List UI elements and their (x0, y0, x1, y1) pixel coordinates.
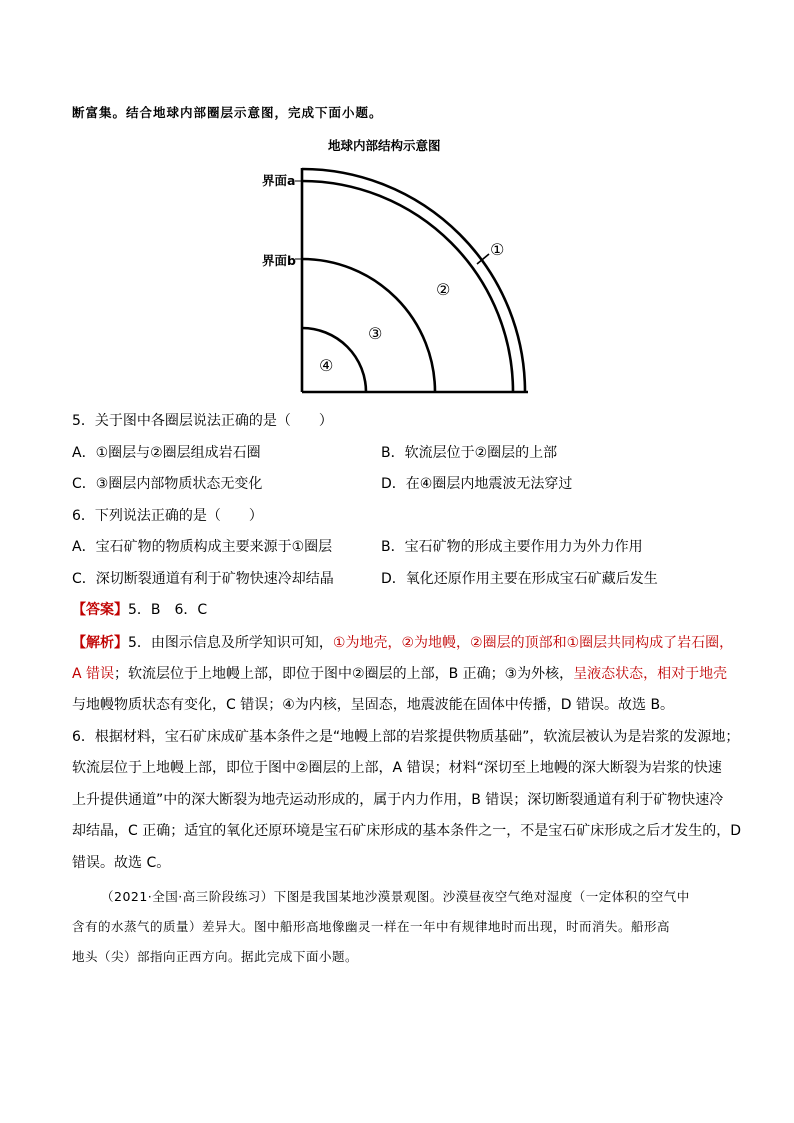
q6-option-c: C．深切断裂通道有利于矿物快速冷却结晶 (72, 571, 334, 587)
answer-line (72, 599, 207, 619)
next-material-line-3: 地头（尖）部指向正西方向。据此完成下面小题。 (72, 949, 359, 964)
answer-tag: 【答案】 (72, 602, 128, 618)
interface-a-arc (302, 181, 513, 392)
analysis-line-1 (72, 632, 733, 652)
layer-2-marker: ② (436, 280, 451, 299)
crust-outer-arc (302, 169, 525, 392)
answer-text: 5．B 6．C (128, 602, 208, 618)
next-material-line-2: 含有的水蒸气的质量）差异大。图中船形高地像幽灵一样在一年中有规律地时而出现，时而消失。船形高 (72, 919, 671, 934)
analysis-line-4: 6．根据材料，宝石矿床成矿基本条件之是“地幔上部的岩浆提供物质基础”，软流层被认为是岩浆的发源地； (72, 729, 740, 745)
interface-a-label: 界面a (262, 173, 296, 188)
analysis-line-8: 错误。故选 C。 (72, 855, 171, 871)
intro-text: 断富集。结合地球内部圈层示意图，完成下面小题。 (72, 105, 383, 120)
q5-option-b: B．软流层位于②圈层的上部 (381, 445, 558, 461)
layer-4-marker: ④ (319, 356, 334, 375)
layer-1-marker: ① (490, 240, 505, 259)
q6-option-d: D．氧化还原作用主要在形成宝石矿藏后发生 (381, 571, 658, 587)
layer-3-marker: ③ (368, 324, 383, 343)
q5-option-a: A．①圈层与②圈层组成岩石圈 (72, 445, 261, 461)
layer-1-leader-line (477, 254, 489, 264)
q6-option-a: A．宝石矿物的物质构成主要来源于①圈层 (72, 539, 333, 555)
q5-option-c: C．③圈层内部物质状态无变化 (72, 476, 263, 492)
analysis-line-3: 与地幔物质状态有变化，C 错误；④为内核，呈固态，地震波能在固体中传播，D 错误。故选 B。 (72, 697, 675, 713)
inner-core-arc (302, 328, 366, 392)
analysis-line-5: 软流层位于上地幔上部，即位于图中②圈层的上部，A 错误；材料“深切至上地幔的深大断裂为岩浆的快速 (72, 760, 722, 776)
q6-stem: 6．下列说法正确的是（ ） (72, 508, 263, 524)
analysis-line-2 (72, 663, 727, 683)
next-material-line-1: （2021·全国·高三阶段练习）下图是我国某地沙漠景观图。沙漠昼夜空气绝对湿度（一定体积的空气中 (101, 889, 690, 904)
analysis-line-7: 却结晶，C 正确；适宜的氧化还原环境是宝石矿床形成的基本条件之一，不是宝石矿床形成之后才发生的，D (72, 823, 742, 839)
analysis-highlight: A 错误 (72, 666, 115, 682)
analysis-tag: 【解析】 (72, 635, 128, 651)
figure-title: 地球内部结构示意图 (328, 138, 441, 153)
analysis-highlight: ①为地壳，②为地幔，②圈层的顶部和①圈层共同构成了岩石圈， (332, 635, 734, 651)
analysis-line-6: 上升提供通道”中的深大断裂为地壳运动形成的，属于内力作用，B 错误；深切断裂通道有利于矿物快速冷 (72, 792, 724, 808)
interface-b-label: 界面b (262, 253, 296, 268)
analysis-highlight: 呈液态状态，相对于地壳 (573, 666, 728, 682)
analysis-text: 5．由图示信息及所学知识可知， (128, 635, 333, 651)
q6-option-b: B．宝石矿物的形成主要作用力为外力作用 (381, 539, 643, 555)
q5-stem: 5．关于图中各圈层说法正确的是（ ） (72, 413, 333, 429)
analysis-text: ；软流层位于上地幔上部，即位于图中②圈层的上部，B 正确；③为外核， (114, 666, 574, 682)
q5-option-d: D．在④圈层内地震波无法穿过 (381, 476, 573, 492)
